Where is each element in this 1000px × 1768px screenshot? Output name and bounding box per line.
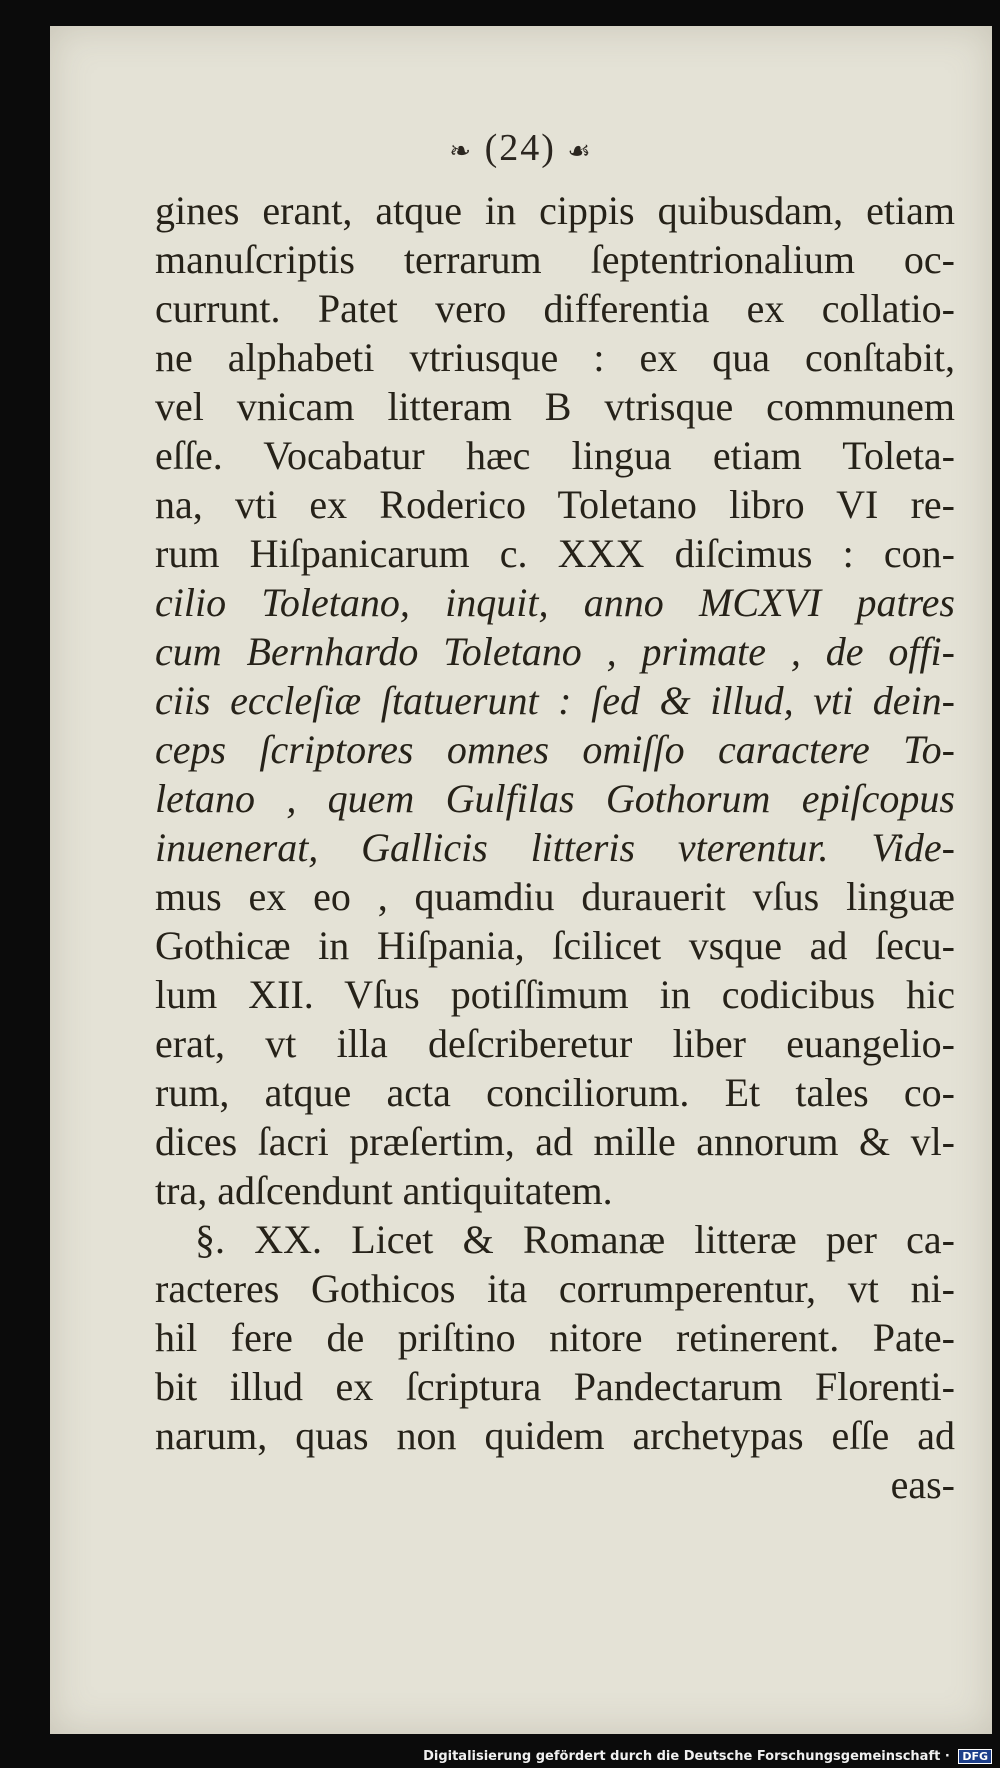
- digitization-credit: [423, 1749, 992, 1764]
- text-line: bit illud ex ſcriptura Pandectarum Florenti-: [155, 1364, 955, 1409]
- dfg-logo: DFG: [958, 1749, 992, 1764]
- text-line: tra, adſcendunt antiquitatem.: [155, 1168, 613, 1213]
- text-line: currunt. Patet vero differentia ex collatio-: [155, 286, 955, 331]
- text-line: gines erant, atque in cippis quibusdam, etiam: [155, 188, 955, 233]
- page-number-header: [50, 126, 992, 170]
- text-line: hil fere de priſtino nitore retinerent. Pate-: [155, 1315, 955, 1360]
- text-line: ne alphabeti vtriusque : ex qua conſtabit,: [155, 335, 955, 380]
- right-ornament-icon: ☙: [567, 136, 593, 166]
- text-line: rum, atque acta conciliorum. Et tales co-: [155, 1070, 955, 1115]
- text-line: mus ex eo , quamdiu durauerit vſus linguæ: [155, 874, 955, 919]
- text-line: lum XII. Vſus potiſſimum in codicibus hic: [155, 972, 955, 1017]
- text-line: vel vnicam litteram B vtrisque communem: [155, 384, 955, 429]
- text-line: letano , quem Gulfilas Gothorum epiſcopus: [155, 776, 955, 821]
- text-line: inuenerat, Gallicis litteris vterentur. Vide-: [155, 825, 955, 870]
- text-line: eas-: [890, 1462, 955, 1507]
- text-line: Gothicæ in Hiſpania, ſcilicet vsque ad ſecu-: [155, 923, 955, 968]
- text-line: rum Hiſpanicarum c. XXX diſcimus : con-: [155, 531, 955, 576]
- text-line: ciis eccleſiæ ſtatuerunt : ſed & illud, vti dein-: [155, 678, 955, 723]
- text-line: cum Bernhardo Toletano , primate , de offi-: [155, 629, 955, 674]
- text-line: na, vti ex Roderico Toletano libro VI re-: [155, 482, 955, 527]
- left-ornament-icon: ❧: [449, 136, 474, 166]
- text-line: racteres Gothicos ita corrumperentur, vt ni-: [155, 1266, 955, 1311]
- text-line: dices ſacri præſertim, ad mille annorum & vl-: [155, 1119, 955, 1164]
- text-line: erat, vt illa deſcriberetur liber euangelio-: [155, 1021, 955, 1066]
- text-line: narum, quas non quidem archetypas eſſe ad: [155, 1413, 955, 1458]
- text-line: manuſcriptis terrarum ſeptentrionalium oc-: [155, 237, 955, 282]
- text-line: cilio Toletano, inquit, anno MCXVI patres: [155, 580, 955, 625]
- text-line: §. XX. Licet & Romanæ litteræ per ca-: [195, 1217, 955, 1262]
- text-line: eſſe. Vocabatur hæc lingua etiam Toleta-: [155, 433, 955, 478]
- credit-text: Digitalisierung gefördert durch die Deutsche Forschungsgemeinschaft ·: [423, 1749, 950, 1764]
- body-text: [155, 186, 955, 1509]
- text-line: ceps ſcriptores omnes omiſſo caractere To-: [155, 727, 955, 772]
- page-number: (24): [484, 127, 556, 169]
- book-page: [50, 26, 992, 1734]
